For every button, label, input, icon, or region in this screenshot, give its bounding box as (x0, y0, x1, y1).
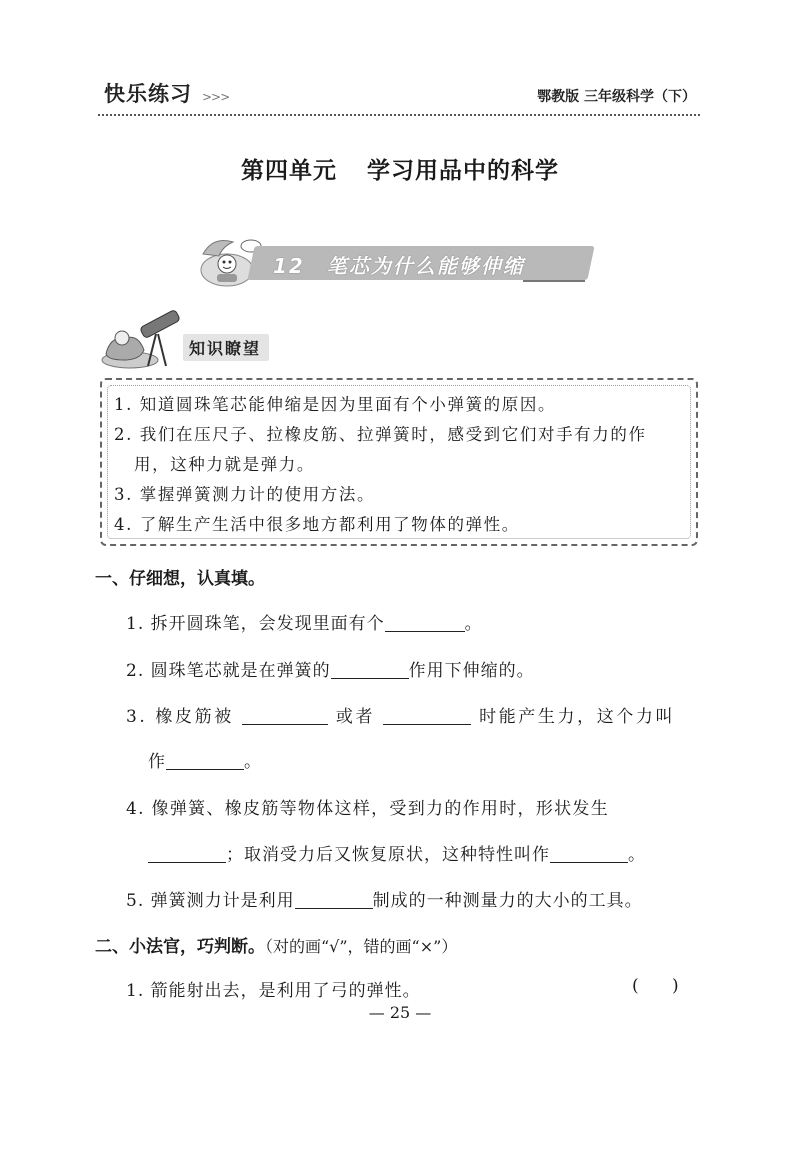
banner-underline (523, 262, 585, 282)
answer-blank[interactable] (550, 844, 628, 863)
question-text: 5. 弹簧测力计是利用 (126, 891, 295, 911)
question-text: 4. 像弹簧、橡皮筋等物体这样，受到力的作用时，形状发生 (126, 799, 610, 819)
question-text: 1. 拆开圆珠笔，会发现里面有个 (126, 614, 385, 634)
answer-blank[interactable] (295, 890, 373, 909)
question-text: 作 (148, 752, 166, 772)
knowledge-item: 1. 知道圆珠笔芯能伸缩是因为里面有个小弹簧的原因。 (114, 395, 557, 414)
question-text: ；取消受力后又恢复原状，这种特性叫作 (226, 845, 550, 865)
question-text: 或者 (335, 707, 376, 727)
question-1 (126, 609, 483, 634)
lesson-name: 笔芯为什么能够伸缩 (326, 254, 525, 278)
lesson-number: 12 (273, 254, 305, 278)
series-title: 快乐练习 (104, 82, 192, 106)
question-text: 。 (244, 752, 262, 772)
judgement-question-1: 1. 箭能射出去，是利用了弓的弹性。 (126, 981, 421, 1001)
question-text: 2. 圆珠笔芯就是在弹簧的 (126, 661, 331, 681)
knowledge-box (100, 378, 698, 546)
section-title (95, 932, 457, 957)
answer-blank[interactable] (331, 660, 409, 679)
question-text: 。 (628, 845, 646, 865)
lesson-title (273, 250, 525, 279)
lesson-banner (193, 234, 603, 290)
question-text: 制成的一种测量力的大小的工具。 (372, 891, 643, 911)
question-text: 作用下伸缩的。 (408, 661, 535, 681)
answer-blank[interactable] (148, 844, 226, 863)
question-3 (126, 702, 675, 727)
question-text: 。 (464, 614, 483, 634)
question-text: 3. 橡皮筋被 (126, 707, 234, 727)
answer-blank[interactable] (242, 706, 328, 725)
answer-parentheses[interactable] (632, 976, 679, 996)
question-5 (126, 886, 643, 911)
paren-close: ) (672, 976, 679, 996)
answer-blank[interactable] (166, 751, 244, 770)
paren-open: ( (632, 976, 639, 996)
answer-blank[interactable] (385, 613, 465, 632)
question-4-continued (148, 840, 646, 865)
question-2 (126, 656, 535, 681)
arrows-decoration: >>> (202, 90, 230, 104)
unit-number: 第四单元 (241, 158, 337, 184)
question-4 (126, 794, 609, 819)
question-3-continued (148, 747, 262, 772)
section-instruction: （对的画“√”，错的画“×”） (265, 937, 458, 956)
section-title: 一、仔细想，认真填。 (95, 569, 265, 589)
section-title-text: 二、小法官，巧判断。 (95, 937, 265, 957)
knowledge-item: 4. 了解生产生活中很多地方都利用了物体的弹性。 (114, 515, 520, 534)
answer-blank[interactable] (383, 706, 471, 725)
page-header (98, 74, 700, 116)
edition-label: 鄂教版 三年级科学（下） (537, 89, 696, 105)
telescope-icon (100, 308, 184, 370)
knowledge-title: 知识瞭望 (183, 334, 269, 361)
unit-name: 学习用品中的科学 (367, 158, 559, 184)
unit-title (0, 152, 800, 185)
page-number: — 25 — (368, 1003, 432, 1022)
knowledge-item: 3. 掌握弹簧测力计的使用方法。 (114, 485, 376, 504)
knowledge-item: 2. 我们在压尺子、拉橡皮筋、拉弹簧时，感受到它们对手有力的作 (114, 425, 647, 444)
question-text: 时能产生力，这个力叫 (479, 707, 676, 727)
knowledge-item-continued: 用，这种力就是弹力。 (134, 455, 315, 474)
